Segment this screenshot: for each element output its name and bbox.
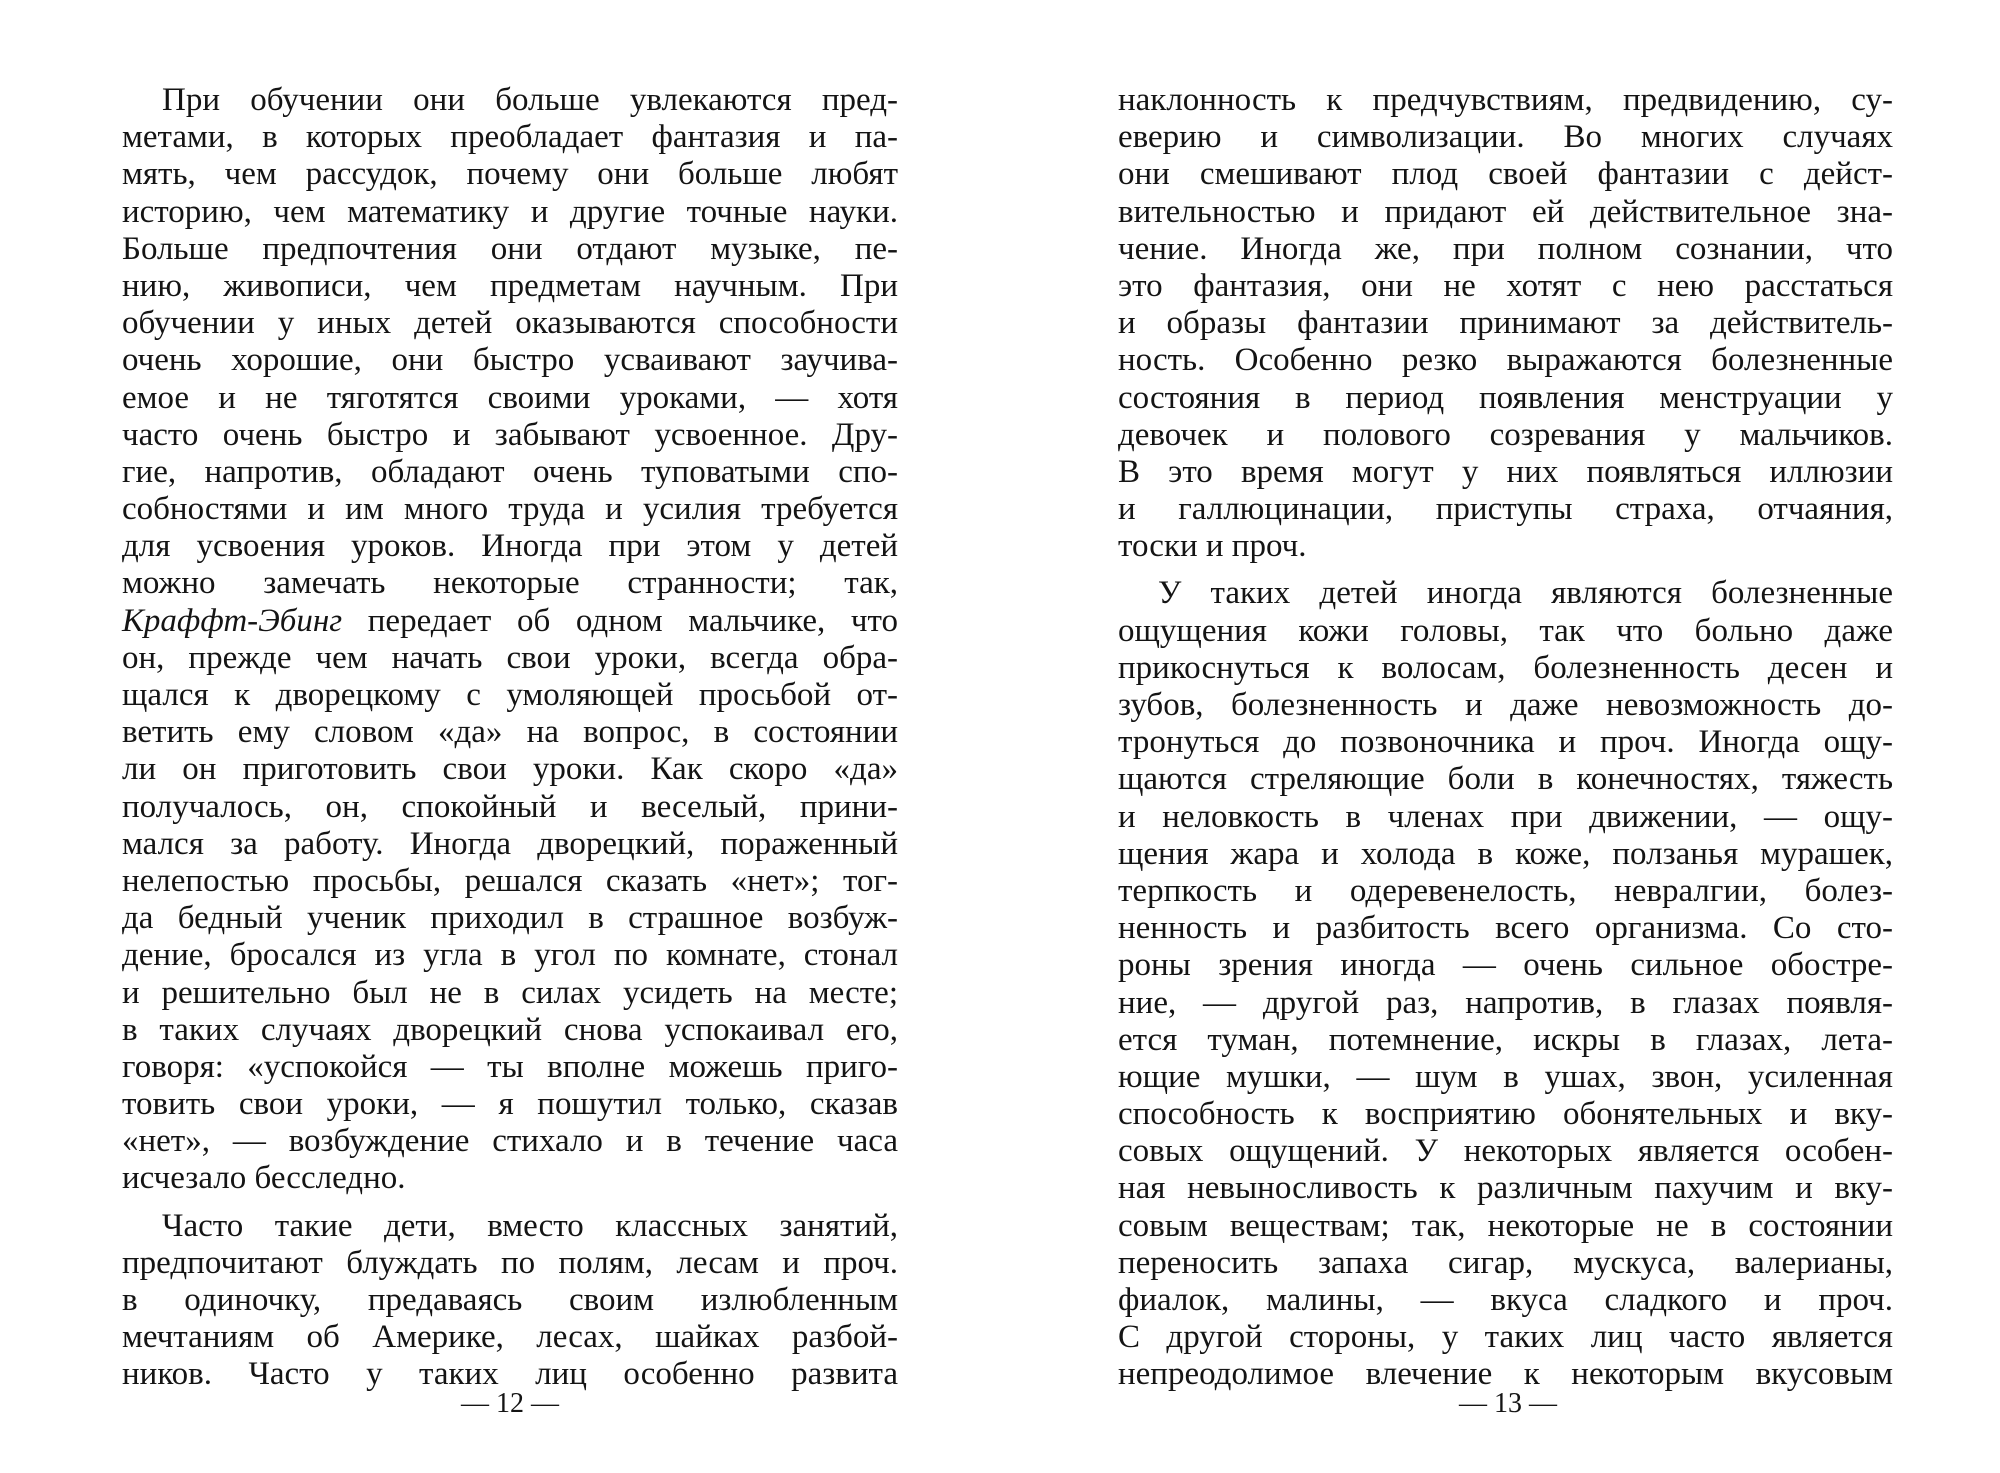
text-line: для усвоения уроков. Иногда при этом у детей bbox=[122, 528, 898, 565]
text-line: В это время могут у них появляться иллюзии bbox=[1118, 453, 1893, 490]
text-line: девочек и полового созревания у мальчиков. bbox=[1118, 416, 1893, 453]
paragraph-gap bbox=[122, 1198, 898, 1208]
page-number-right: — 13 — bbox=[1459, 1388, 1557, 1419]
text-line: они смешивают плод своей фантазии с дейст- bbox=[1118, 156, 1893, 193]
text-line: мечтаниям об Америке, лесах, шайках разбой- bbox=[122, 1319, 898, 1356]
text-line: тоски и проч. bbox=[1118, 528, 1307, 565]
text-line: При обучении они больше увлекаются пред- bbox=[162, 82, 898, 118]
text-line: мался за работу. Иногда дворецкий, пораженный bbox=[122, 825, 898, 862]
text-line: ние, — другой раз, напротив, в глазах появля- bbox=[1118, 984, 1893, 1021]
text-line: товить свои уроки, — я пошутил только, сказав bbox=[122, 1086, 898, 1123]
text-line: терпкость и одеревенелость, невралгии, болез- bbox=[1118, 872, 1893, 909]
paragraph-gap bbox=[1118, 565, 1893, 575]
text-line: совым веществам; так, некоторые не в состоянии bbox=[1118, 1207, 1893, 1244]
text-line: ненность и разбитость всего организма. Со сто- bbox=[1118, 910, 1893, 947]
text-line: получалось, он, спокойный и веселый, прини- bbox=[122, 788, 898, 825]
text-line: мять, чем рассудок, почему они больше любят bbox=[122, 156, 898, 193]
text-line: метами, в которых преобладает фантазия и па- bbox=[122, 119, 898, 156]
text-line: очень хорошие, они быстро усваивают заучива- bbox=[122, 342, 898, 379]
text-line: говоря: «успокойся — ты вполне можешь приго- bbox=[122, 1048, 898, 1085]
text-line: часто очень быстро и забывают усвоенное. Дру- bbox=[122, 416, 898, 453]
text-line: роны зрения иногда — очень сильное обостре- bbox=[1118, 947, 1893, 984]
text-line: гие, напротив, обладают очень туповатыми спо- bbox=[122, 453, 898, 490]
left-page-text bbox=[122, 82, 898, 1394]
text-line: да бедный ученик приходил в страшное возбуж- bbox=[122, 900, 898, 937]
text-line: предпочитают блуждать по полям, лесам и проч. bbox=[122, 1244, 898, 1281]
text-line: Часто такие дети, вместо классных занятий, bbox=[162, 1207, 898, 1244]
text-line: Больше предпочтения они отдают музыке, пе- bbox=[122, 230, 898, 267]
text-line: ность. Особенно резко выражаются болезненные bbox=[1118, 342, 1893, 379]
text-line: дение, бросался из угла в угол по комнате, стонал bbox=[122, 937, 898, 974]
text-line: совых ощущений. У некоторых является особен- bbox=[1118, 1133, 1893, 1170]
right-page-text bbox=[1118, 82, 1893, 1394]
author-name: Краффт-Эбинг bbox=[122, 602, 343, 639]
text-line: тронуться до позвоночника и проч. Иногда ощу- bbox=[1118, 724, 1893, 761]
text-line: щаются стреляющие боли в конечностях, тяжесть bbox=[1118, 761, 1893, 798]
text-line-with-name bbox=[122, 603, 898, 640]
text-line: У таких детей иногда являются болезненные bbox=[1158, 575, 1893, 612]
text-line: ющие мушки, — шум в ушах, звон, усиленная bbox=[1118, 1058, 1893, 1095]
page-number-left: — 12 — bbox=[461, 1388, 559, 1419]
text-line: щения жара и холода в коже, ползанья мурашек, bbox=[1118, 835, 1893, 872]
text-line: непреодолимое влечение к некоторым вкусовым bbox=[1118, 1356, 1893, 1393]
text-line: нелепостью просьбы, решался сказать «нет»; тог- bbox=[122, 862, 898, 899]
text-line: чение. Иногда же, при полном сознании, что bbox=[1118, 230, 1893, 267]
text-line: ников. Часто у таких лиц особенно развита bbox=[122, 1356, 898, 1393]
text-line: «нет», — возбуждение стихало и в течение часа bbox=[122, 1123, 898, 1160]
text-line: можно замечать некоторые странности; так, bbox=[122, 565, 898, 602]
text-line: и образы фантазии принимают за действитель- bbox=[1118, 305, 1893, 342]
text-line: вительностью и придают ей действительное зна- bbox=[1118, 193, 1893, 230]
text-line: еверию и символизации. Во многих случаях bbox=[1118, 119, 1893, 156]
text-line: ется туман, потемнение, искры в глазах, лета- bbox=[1118, 1021, 1893, 1058]
text-line: щался к дворецкому с умоляющей просьбой от- bbox=[122, 677, 898, 713]
text-line: ная невыносливость к различным пахучим и вку- bbox=[1118, 1170, 1893, 1207]
text-line: он, прежде чем начать свои уроки, всегда обра- bbox=[122, 639, 898, 676]
text-line: и галлюцинации, приступы страха, отчаяния, bbox=[1118, 491, 1893, 528]
text-line: ли он приготовить свои уроки. Как скоро «да» bbox=[122, 751, 898, 788]
text-line: историю, чем математику и другие точные науки. bbox=[122, 193, 898, 230]
text-line: С другой стороны, у таких лиц часто является bbox=[1118, 1319, 1893, 1356]
text-line: способность к восприятию обонятельных и вку- bbox=[1118, 1096, 1893, 1133]
text-line: прикоснуться к волосам, болезненность десен и bbox=[1118, 649, 1893, 686]
text-line: переносить запаха сигар, мускуса, валерианы, bbox=[1118, 1244, 1893, 1281]
text-line: в таких случаях дворецкий снова успокаивал его, bbox=[122, 1011, 898, 1048]
text-line: зубов, болезненность и даже невозможность до- bbox=[1118, 687, 1893, 723]
text-line: фиалок, малины, — вкуса сладкого и проч. bbox=[1118, 1282, 1893, 1318]
text-line: ощущения кожи головы, так что больно даже bbox=[1118, 612, 1893, 649]
text-line-rest: передает об одном мальчике, что bbox=[367, 602, 898, 639]
text-line: емое и не тяготятся своими уроками, — хотя bbox=[122, 379, 898, 416]
text-line: состояния в период появления менструации у bbox=[1118, 379, 1893, 416]
text-line: ветить ему словом «да» на вопрос, в состоянии bbox=[122, 714, 898, 751]
text-line: обучении у иных детей оказываются способности bbox=[122, 305, 898, 342]
text-line: это фантазия, они не хотят с нею расстаться bbox=[1118, 267, 1893, 304]
text-line: и неловкость в членах при движении, — ощу- bbox=[1118, 798, 1893, 835]
text-line: наклонность к предчувствиям, предвидению, су- bbox=[1118, 82, 1893, 118]
text-line: в одиночку, предаваясь своим излюбленным bbox=[122, 1282, 898, 1318]
text-line: и решительно был не в силах усидеть на месте; bbox=[122, 974, 898, 1011]
text-line: нию, живописи, чем предметам научным. При bbox=[122, 267, 898, 304]
text-line: собностями и им много труда и усилия требуется bbox=[122, 491, 898, 528]
text-line: исчезало бесследно. bbox=[122, 1160, 406, 1197]
